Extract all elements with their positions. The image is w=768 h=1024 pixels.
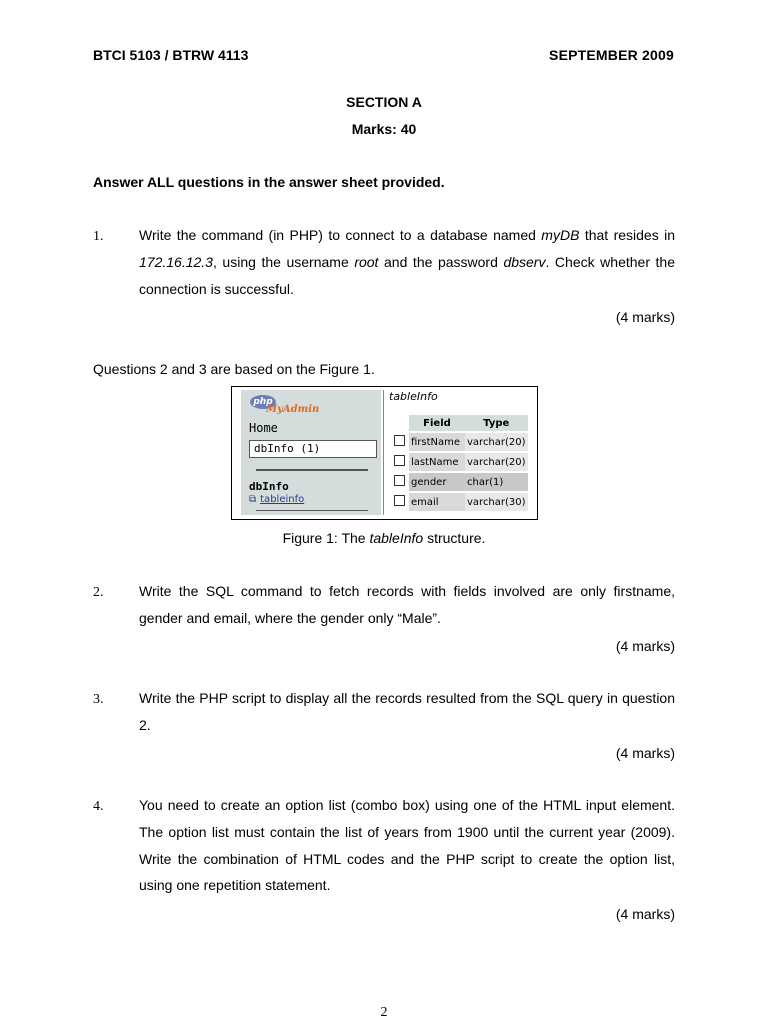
section-marks: Marks: 40 <box>351 121 417 137</box>
exam-date: SEPTEMBER 2009 <box>549 47 674 63</box>
course-code: BTCI 5103 / BTRW 4113 <box>93 47 249 63</box>
structure-table <box>389 415 528 511</box>
divider <box>256 469 368 471</box>
checkbox <box>394 495 405 506</box>
table-link: ⧉ tableinfo <box>249 494 305 505</box>
question-number-4: 4. <box>93 799 104 814</box>
question-1-marks: (4 marks) <box>615 309 675 325</box>
question-2-marks: (4 marks) <box>615 638 675 654</box>
figure-caption: Figure 1: The tableInfo structure. <box>282 530 486 546</box>
question-number-1: 1. <box>93 229 104 244</box>
question-4-text: You need to create an option list (combo box) using one of the HTML input element. The option list must contain the list of years from 1900 until the current year (2009). Write the combination of HTML codes and the PHP script to create the option list, using one repetition statement. <box>139 797 675 894</box>
table-row: lastName varchar(20) <box>389 452 528 472</box>
question-number-3: 3. <box>93 692 104 707</box>
separator <box>383 390 384 515</box>
table-icon: ⧉ <box>249 494 257 505</box>
divider <box>256 510 368 511</box>
table-row: email varchar(30) <box>389 492 528 511</box>
question-3-text: Write the PHP script to display all the records resulted from the SQL query in question 2. <box>139 690 675 733</box>
figure-intro: Questions 2 and 3 are based on the Figure 1. <box>93 361 375 377</box>
table-title: tableInfo <box>389 390 438 403</box>
database-select: dbInfo (1) <box>249 440 377 458</box>
question-2-text: Write the SQL command to fetch records with fields involved are only firstname, gender and email, where the gender only “Male”. <box>139 583 675 626</box>
question-1-text: Write the command (in PHP) to connect to a database named myDB that resides in 172.16.12.3, using the username root and the password dbserv. Check whether the connection is successful. <box>139 227 676 297</box>
database-name: dbInfo <box>249 480 289 493</box>
phpmyadmin-sidebar <box>241 390 381 515</box>
checkbox <box>394 475 405 486</box>
question-4-marks: (4 marks) <box>615 906 675 922</box>
phpmyadmin-logo: php MyAdmin <box>250 395 320 419</box>
checkbox <box>394 455 405 466</box>
question-3-marks: (4 marks) <box>615 745 675 761</box>
table-row: firstName varchar(20) <box>389 432 528 452</box>
figure-1 <box>231 386 538 520</box>
section-title: SECTION A <box>346 94 422 110</box>
checkbox <box>394 435 405 446</box>
column-header-type: Type <box>465 415 528 432</box>
home-link: Home <box>249 421 278 435</box>
column-header-field: Field <box>409 415 465 432</box>
page-number: 2 <box>380 1005 388 1020</box>
table-row: gender char(1) <box>389 472 528 492</box>
instruction: Answer ALL questions in the answer sheet provided. <box>93 174 445 190</box>
question-number-2: 2. <box>93 585 104 600</box>
